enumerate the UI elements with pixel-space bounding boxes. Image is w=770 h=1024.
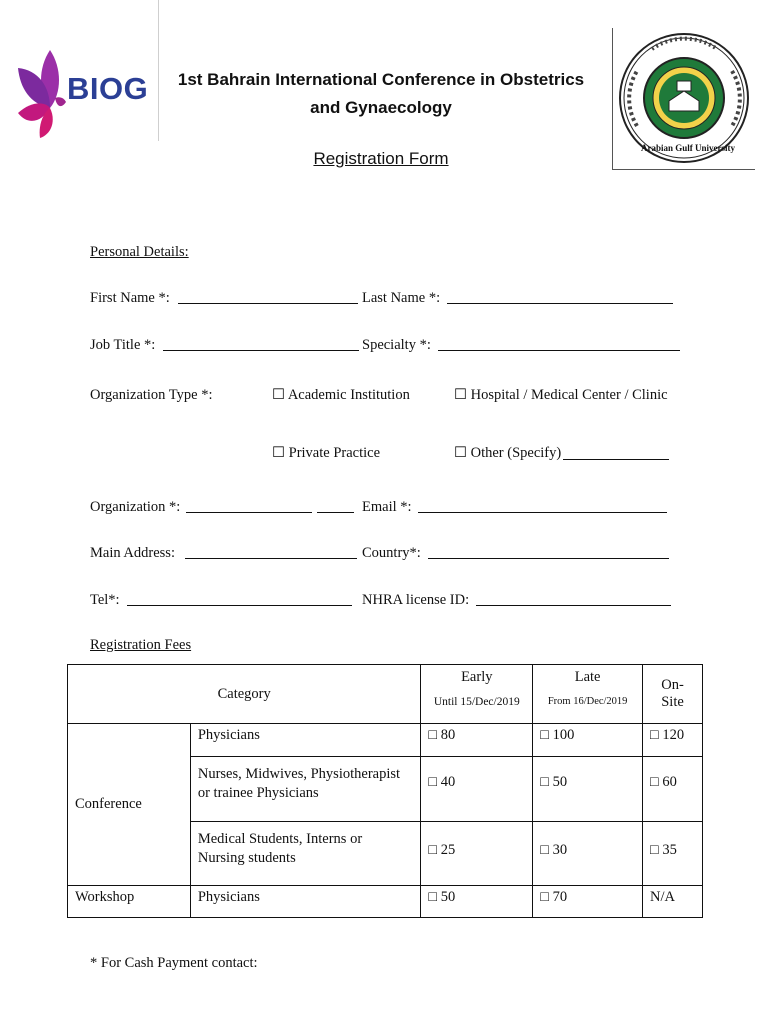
personal-details-heading: Personal Details: (90, 244, 189, 260)
tel-label: Tel*: (90, 592, 120, 608)
main-address-label: Main Address: (90, 545, 175, 561)
biog-logo (10, 38, 155, 148)
onsite-fee-text: □ 60 (650, 774, 677, 790)
onsite-fee-option[interactable] (643, 822, 703, 886)
conference-label: Conference (75, 796, 142, 812)
category-cell (190, 757, 421, 822)
tel-field[interactable] (127, 593, 352, 606)
category-label-line2: or trainee Physicians (197, 785, 319, 801)
last-name-label: Last Name *: (362, 290, 441, 306)
early-header-date: Until 15/Dec/2019 (433, 696, 520, 708)
first-name-label: First Name *: (90, 290, 170, 306)
onsite-fee-option (643, 886, 703, 918)
category-label-line2: Nursing students (197, 850, 296, 866)
late-fee-option[interactable] (533, 886, 643, 918)
category-label-line1: Medical Students, Interns or (197, 831, 363, 847)
conference-title (160, 66, 602, 122)
onsite-fee-text: □ 120 (650, 727, 685, 743)
late-fee-option[interactable] (533, 757, 643, 822)
early-fee-option[interactable] (421, 757, 533, 822)
last-name-field[interactable] (447, 291, 673, 304)
category-label: Physicians (197, 889, 260, 905)
category-cell (190, 724, 421, 757)
late-header-date: From 16/Dec/2019 (547, 696, 628, 707)
category-cell (190, 886, 421, 918)
late-fee-option[interactable] (533, 822, 643, 886)
conference-cell (68, 724, 191, 886)
country-label: Country*: (362, 545, 421, 561)
table-header-row (68, 665, 703, 724)
nhra-license-field[interactable] (476, 593, 671, 606)
registration-fees-heading: Registration Fees (90, 637, 192, 653)
category-label-line1: Nurses, Midwives, Physiotherapist (197, 766, 401, 782)
onsite-header-label: On-Site (661, 677, 684, 710)
early-header (421, 665, 533, 724)
early-fee-option[interactable] (421, 724, 533, 757)
workshop-cell (68, 886, 191, 918)
first-name-field[interactable] (178, 291, 358, 304)
logo-text: BIOG (67, 71, 149, 106)
table-row (68, 724, 703, 757)
form-title: Registration Form (313, 149, 449, 168)
category-label: Physicians (197, 727, 260, 743)
email-field[interactable] (418, 500, 667, 513)
job-title-field[interactable] (163, 338, 359, 351)
onsite-header (643, 665, 703, 724)
job-title-label: Job Title *: (90, 337, 156, 353)
organization-field[interactable] (186, 500, 312, 513)
late-fee-option[interactable] (533, 724, 643, 757)
late-header-label: Late (574, 669, 601, 685)
onsite-fee-text: N/A (650, 889, 676, 905)
title-line-1: 1st Bahrain International Conference in Obstetrics (177, 70, 585, 89)
country-field[interactable] (428, 546, 669, 559)
university-seal (617, 31, 752, 166)
seal-text: Arabian Gulf University (641, 143, 736, 153)
table-row (68, 886, 703, 918)
workshop-label: Workshop (75, 889, 135, 905)
other-specify-field[interactable] (563, 447, 669, 460)
option-private-practice[interactable]: ☐ Private Practice (272, 445, 381, 461)
organization-field-extra[interactable] (317, 500, 354, 513)
early-fee-option[interactable] (421, 822, 533, 886)
early-fee-text: □ 80 (428, 727, 456, 743)
late-fee-text: □ 100 (540, 727, 575, 743)
onsite-fee-option[interactable] (643, 724, 703, 757)
specialty-field[interactable] (438, 338, 680, 351)
email-label: Email *: (362, 499, 412, 515)
early-fee-option[interactable] (421, 886, 533, 918)
late-fee-text: □ 30 (540, 842, 568, 858)
late-fee-text: □ 70 (540, 889, 568, 905)
cash-payment-note: * For Cash Payment contact: (90, 955, 258, 971)
late-header (533, 665, 643, 724)
option-academic-institution[interactable]: ☐ Academic Institution (272, 387, 410, 403)
early-fee-text: □ 25 (428, 842, 456, 858)
option-other[interactable]: ☐ Other (Specify) (454, 445, 562, 461)
organization-label: Organization *: (90, 499, 181, 515)
header-divider (158, 0, 159, 141)
late-fee-text: □ 50 (540, 774, 568, 790)
specialty-label: Specialty *: (362, 337, 431, 353)
category-header (68, 665, 421, 724)
onsite-fee-option[interactable] (643, 757, 703, 822)
category-cell (190, 822, 421, 886)
early-header-label: Early (461, 669, 493, 685)
option-hospital-clinic[interactable]: ☐ Hospital / Medical Center / Clinic (454, 387, 668, 403)
category-header-label: Category (217, 685, 271, 702)
title-line-2: and Gynaecology (310, 98, 452, 117)
organization-type-label: Organization Type *: (90, 387, 213, 403)
early-fee-text: □ 40 (428, 774, 456, 790)
early-fee-text: □ 50 (428, 889, 456, 905)
main-address-field[interactable] (185, 546, 357, 559)
fees-table (67, 664, 703, 918)
onsite-fee-text: □ 35 (650, 842, 677, 858)
nhra-license-label: NHRA license ID: (362, 592, 470, 608)
